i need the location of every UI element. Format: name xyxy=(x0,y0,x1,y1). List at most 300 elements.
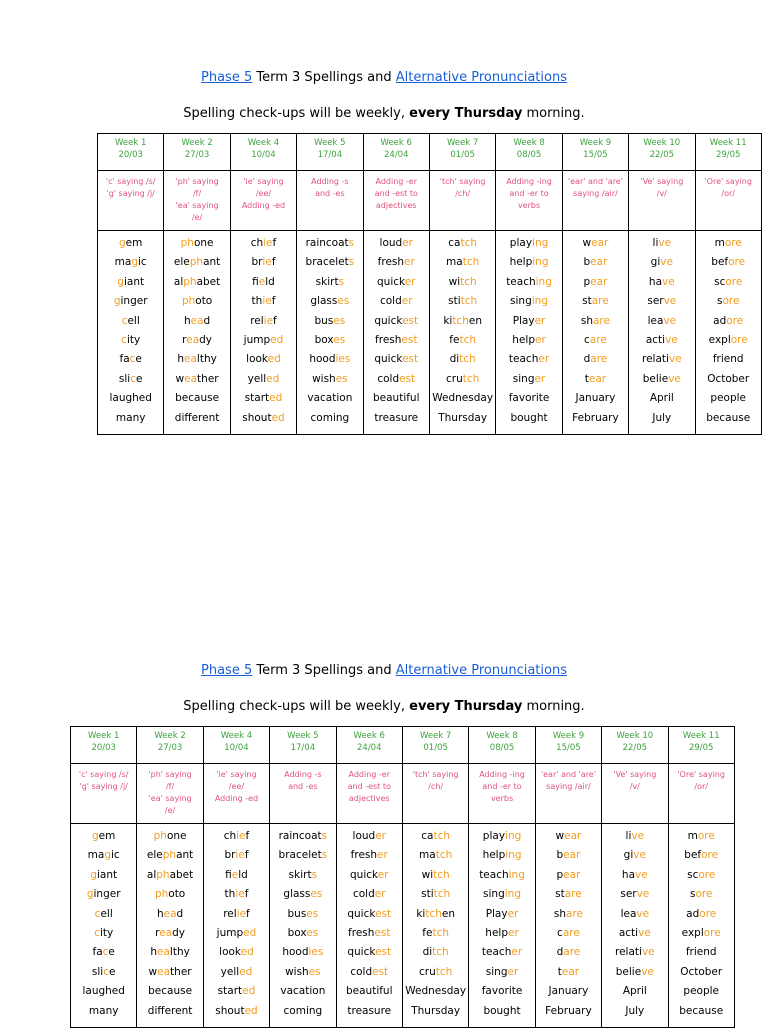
word-pattern: g xyxy=(131,256,139,269)
word-part: f xyxy=(271,295,276,308)
week-date: 01/05 xyxy=(450,150,475,160)
week-label: Week 1 xyxy=(87,731,120,741)
spelling-word xyxy=(98,234,163,253)
spelling-word xyxy=(696,234,761,253)
word-part: f xyxy=(272,237,277,249)
word-part: lea xyxy=(620,907,637,920)
word-part: skirt xyxy=(315,275,339,288)
word-part: cru xyxy=(446,372,463,385)
spelling-word xyxy=(629,350,694,369)
spelling-word xyxy=(602,963,667,982)
spelling-word xyxy=(204,1002,269,1021)
word-pattern: ve xyxy=(663,314,677,327)
word-part: October xyxy=(707,372,750,385)
word-pattern: ea xyxy=(190,314,204,327)
word-part: teach xyxy=(481,946,512,959)
word-part: bought xyxy=(483,1004,521,1017)
word-pattern: est xyxy=(374,927,391,940)
schedule-text-before: Spelling check-ups will be weekly, xyxy=(183,106,405,121)
word-pattern: ore xyxy=(722,295,740,308)
spelling-word xyxy=(337,885,402,904)
word-part: sing xyxy=(510,295,532,308)
phase-link[interactable]: Phase 5 xyxy=(201,70,253,85)
word-pattern: ed xyxy=(267,353,281,366)
spelling-word xyxy=(337,924,402,943)
spelling-word xyxy=(469,963,534,982)
word-part: sti xyxy=(421,888,434,901)
spelling-word xyxy=(536,963,601,982)
word-part: shout xyxy=(215,1004,245,1017)
week-header-cell xyxy=(363,134,429,171)
week-header-cell xyxy=(203,727,269,764)
rule-line: 'c' saying /s/ xyxy=(78,770,129,779)
word-list-cell xyxy=(695,231,761,435)
rule-row xyxy=(71,764,735,824)
spelling-word xyxy=(364,273,429,292)
word-pattern: ies xyxy=(308,946,324,959)
spelling-rule-cell xyxy=(137,764,203,824)
word-part: April xyxy=(649,392,674,405)
word-part: quick xyxy=(347,946,376,959)
word-part: acti xyxy=(618,927,639,940)
week-header-cell xyxy=(270,727,336,764)
rule-line: /f/ xyxy=(192,189,202,198)
spelling-word xyxy=(536,1002,601,1021)
word-part: en xyxy=(468,314,482,327)
spelling-word xyxy=(403,924,468,943)
spelling-word xyxy=(98,331,163,350)
spelling-rule-cell xyxy=(71,764,137,824)
word-part: Thursday xyxy=(411,1004,461,1017)
week-header-cell xyxy=(297,134,363,171)
rule-line: 'c' saying /s/ xyxy=(105,177,156,186)
word-part: p xyxy=(556,868,564,881)
word-part: favorite xyxy=(508,392,550,405)
word-part: iant xyxy=(123,275,145,288)
word-part: laughed xyxy=(109,392,152,405)
word-pattern: ea xyxy=(186,334,200,347)
week-header-cell xyxy=(668,727,734,764)
spelling-word xyxy=(98,312,163,331)
word-part: bracelet xyxy=(278,849,322,862)
word-pattern: ed xyxy=(240,946,254,959)
week-header-cell xyxy=(137,727,203,764)
word-pattern: er xyxy=(534,372,546,385)
spelling-word xyxy=(403,866,468,885)
word-part: belie xyxy=(642,372,669,385)
spelling-word xyxy=(669,1002,734,1021)
week-label: Week 8 xyxy=(513,138,545,148)
spelling-word xyxy=(204,846,269,865)
word-pattern: s xyxy=(348,237,355,249)
spelling-rule-cell xyxy=(429,171,495,231)
spelling-word xyxy=(164,253,229,272)
spelling-word xyxy=(430,350,495,369)
spelling-word xyxy=(204,827,269,846)
word-list-cell xyxy=(230,231,296,435)
word-pattern: ph xyxy=(154,888,169,901)
spelling-word xyxy=(270,943,335,962)
rule-line: Adding -ed xyxy=(241,201,286,210)
spelling-word xyxy=(696,292,761,311)
spelling-word xyxy=(602,924,667,943)
word-part: sc xyxy=(687,868,699,881)
word-pattern: ore xyxy=(703,927,721,940)
word-pattern: ing xyxy=(535,275,552,288)
spelling-word xyxy=(337,827,402,846)
word-part: expl xyxy=(708,334,731,347)
word-part: January xyxy=(548,985,589,998)
word-part: w xyxy=(582,237,592,249)
spelling-word xyxy=(71,924,136,943)
word-part: fe xyxy=(449,334,460,347)
word-part: ma xyxy=(87,849,105,862)
word-pattern: er xyxy=(377,868,389,881)
spelling-word xyxy=(563,253,628,272)
word-pattern: g xyxy=(119,237,126,249)
word-list-cell xyxy=(469,824,535,1028)
word-part: ell xyxy=(100,907,113,920)
word-part: e xyxy=(136,372,143,385)
word-part: January xyxy=(575,392,616,405)
word-pattern: tch xyxy=(452,314,469,327)
word-pattern: er xyxy=(535,334,546,347)
word-part: February xyxy=(545,1004,592,1017)
word-part: cold xyxy=(350,965,373,978)
word-pattern: ed xyxy=(243,927,257,940)
word-part: b xyxy=(556,849,564,862)
spelling-word xyxy=(71,905,136,924)
word-part: st xyxy=(582,295,592,308)
word-pattern: ore xyxy=(726,314,744,327)
word-pattern: ore xyxy=(725,275,743,288)
spelling-rule-cell xyxy=(402,764,468,824)
week-date: 01/05 xyxy=(423,743,448,753)
spelling-word xyxy=(403,846,468,865)
word-pattern: ve xyxy=(638,927,651,940)
word-pattern: ie xyxy=(236,907,247,920)
word-part: yell xyxy=(247,372,267,385)
word-pattern: ea xyxy=(157,946,170,959)
rule-line: /or/ xyxy=(694,782,708,791)
spelling-word xyxy=(696,389,761,408)
word-pattern: es xyxy=(308,965,321,978)
week-date: 22/05 xyxy=(622,743,648,753)
word-part: sli xyxy=(91,965,104,978)
spelling-word xyxy=(669,943,734,962)
word-part: bus xyxy=(287,907,307,920)
spelling-word xyxy=(496,350,561,369)
word-pattern: es xyxy=(335,372,348,385)
schedule-note xyxy=(0,699,768,714)
word-part: February xyxy=(572,411,619,424)
week-date: 29/05 xyxy=(688,743,714,753)
word-pattern: ie xyxy=(236,830,246,842)
word-pattern: est xyxy=(402,353,419,366)
word-list-cell xyxy=(668,824,734,1028)
spelling-word xyxy=(496,234,561,253)
word-part: lthy xyxy=(169,946,190,959)
rule-line: Adding -ed xyxy=(214,794,259,803)
word-part: f xyxy=(225,868,232,881)
word-part: Wednesday xyxy=(432,392,494,405)
spelling-word xyxy=(164,389,229,408)
word-part: ad xyxy=(686,907,700,920)
spelling-word xyxy=(98,350,163,369)
spelling-word xyxy=(297,273,362,292)
word-part: ld xyxy=(265,275,275,288)
spelling-word xyxy=(696,273,761,292)
word-part: ki xyxy=(416,907,426,920)
word-part: bracelet xyxy=(305,256,349,269)
word-pattern: c xyxy=(130,372,136,385)
word-pattern: est xyxy=(375,907,392,920)
word-pattern: ve xyxy=(641,965,654,978)
week-header-row xyxy=(71,727,735,764)
word-part: play xyxy=(509,237,533,249)
word-part: ca xyxy=(448,237,461,249)
word-part: p xyxy=(583,275,591,288)
rule-line: 'tch' saying xyxy=(439,177,486,186)
spelling-rule-cell xyxy=(164,171,230,231)
word-part: many xyxy=(88,1004,119,1017)
word-list-cell xyxy=(71,824,137,1028)
spelling-word xyxy=(231,389,296,408)
spelling-word xyxy=(71,963,136,982)
rule-line: 'Ve' saying xyxy=(613,770,657,779)
week-date: 15/05 xyxy=(583,150,608,160)
spelling-word xyxy=(469,924,534,943)
rule-line: adjectives xyxy=(348,794,390,803)
word-part: ma xyxy=(114,256,132,269)
word-part: look xyxy=(246,353,268,366)
word-part: dy xyxy=(172,927,186,940)
spelling-word xyxy=(696,370,761,389)
spelling-word xyxy=(337,866,402,885)
spelling-word xyxy=(496,312,561,331)
word-part: ant xyxy=(203,256,221,269)
word-part: ic xyxy=(138,256,147,269)
rule-line: Adding -ing xyxy=(479,770,525,779)
week-date: 15/05 xyxy=(556,743,581,753)
week-date: 08/05 xyxy=(516,150,542,160)
week-header-cell xyxy=(602,727,668,764)
spelling-table xyxy=(97,133,762,435)
word-pattern: tch xyxy=(460,295,478,308)
word-list-cell xyxy=(363,231,429,435)
spelling-word xyxy=(403,963,468,982)
word-part: laughed xyxy=(82,985,125,998)
word-pattern: tch xyxy=(432,946,449,959)
rule-row xyxy=(98,171,762,231)
word-part: sh xyxy=(553,907,566,920)
word-pattern: est xyxy=(375,946,392,959)
week-label: Week 2 xyxy=(154,731,186,741)
word-list-cell xyxy=(629,231,695,435)
word-pattern: est xyxy=(402,314,419,327)
spelling-word xyxy=(164,370,229,389)
word-pattern: ing xyxy=(505,830,522,842)
word-part: July xyxy=(652,411,672,424)
spelling-rule-cell xyxy=(297,171,363,231)
word-part: w xyxy=(555,830,565,842)
spelling-word xyxy=(496,389,561,408)
spelling-word xyxy=(403,982,468,1001)
word-pattern: ing xyxy=(508,868,525,881)
word-part: ma xyxy=(446,256,463,269)
word-pattern: ve xyxy=(633,849,646,862)
spelling-word xyxy=(231,312,296,331)
word-part: vacation xyxy=(307,392,353,405)
rule-line: /ch/ xyxy=(455,189,471,198)
word-part: em xyxy=(98,830,116,842)
word-part: f xyxy=(244,888,249,901)
word-part: br xyxy=(224,849,236,862)
word-pattern: are xyxy=(564,888,582,901)
spelling-word xyxy=(430,389,495,408)
word-part: d xyxy=(203,314,211,327)
spelling-word xyxy=(137,827,202,846)
word-pattern: ve xyxy=(662,275,675,288)
title-text: Term 3 Spellings and xyxy=(256,70,392,85)
week-label: Week 7 xyxy=(446,138,479,148)
word-part: d xyxy=(583,353,591,366)
rule-line: /or/ xyxy=(721,189,735,198)
rule-line: /e/ xyxy=(164,806,176,815)
word-pattern: ea xyxy=(163,907,177,920)
rule-line: and -es xyxy=(315,189,345,198)
spelling-rule-cell xyxy=(668,764,734,824)
word-pattern: ve xyxy=(668,372,681,385)
week-date: 22/05 xyxy=(649,150,675,160)
week-label: Week 6 xyxy=(380,138,412,148)
word-part: acti xyxy=(645,334,666,347)
word-part: July xyxy=(625,1004,645,1017)
word-pattern: er xyxy=(508,927,519,940)
spelling-word xyxy=(270,924,335,943)
word-part: sli xyxy=(118,372,131,385)
word-pattern: ve xyxy=(660,256,673,269)
spelling-word xyxy=(563,350,628,369)
spelling-word xyxy=(297,234,362,253)
spelling-word xyxy=(669,827,734,846)
spelling-word xyxy=(204,866,269,885)
spelling-word xyxy=(231,292,296,311)
word-pattern: c xyxy=(129,353,136,366)
spelling-word xyxy=(696,350,761,369)
spelling-word xyxy=(629,312,694,331)
rule-line: and -est to xyxy=(347,782,391,791)
word-pattern: c xyxy=(94,907,101,920)
word-pattern: ed xyxy=(239,965,253,978)
word-part: sh xyxy=(580,314,593,327)
word-pattern: ie xyxy=(235,888,245,901)
word-part: ld xyxy=(238,868,248,881)
word-part: coming xyxy=(283,1004,323,1017)
word-part: loud xyxy=(352,830,376,842)
word-part: because xyxy=(148,985,193,998)
spelling-word xyxy=(403,827,468,846)
word-part: bef xyxy=(684,849,702,862)
spelling-word xyxy=(469,866,534,885)
spelling-word xyxy=(137,982,202,1001)
word-part: one xyxy=(166,830,187,842)
spelling-word xyxy=(602,943,667,962)
spelling-word xyxy=(337,846,402,865)
word-pattern: g xyxy=(90,868,97,881)
word-part: cold xyxy=(377,372,400,385)
spelling-rule-cell xyxy=(270,764,336,824)
spelling-word xyxy=(496,409,561,428)
word-part: teach xyxy=(506,275,536,288)
spelling-word xyxy=(364,253,429,272)
week-header-cell xyxy=(164,134,230,171)
word-part: fresh xyxy=(350,849,378,862)
rule-line: verbs xyxy=(490,794,514,803)
word-part: bus xyxy=(314,314,334,327)
spelling-word xyxy=(403,885,468,904)
word-part: e xyxy=(109,965,116,978)
word-pattern: ph xyxy=(181,295,196,308)
word-part: f xyxy=(273,314,277,327)
spelling-word xyxy=(563,331,628,350)
word-part: c xyxy=(584,334,590,347)
week-label: Week 7 xyxy=(419,731,452,741)
word-pattern: ing xyxy=(532,256,549,269)
word-part: Play xyxy=(512,314,535,327)
spelling-word xyxy=(364,389,429,408)
word-pattern: ie xyxy=(263,237,273,249)
rule-line: 'Ve' saying xyxy=(640,177,684,186)
word-pattern: are xyxy=(566,907,583,920)
word-pattern: tch xyxy=(432,927,449,940)
word-pattern: tch xyxy=(459,353,476,366)
word-pattern: ed xyxy=(271,411,285,424)
week-label: Week 9 xyxy=(579,138,612,148)
word-pattern: c xyxy=(103,965,109,978)
spelling-word xyxy=(71,943,136,962)
spelling-word xyxy=(563,312,628,331)
spelling-word xyxy=(270,827,335,846)
spelling-word xyxy=(137,924,202,943)
week-label: Week 8 xyxy=(486,731,518,741)
word-pattern: er xyxy=(374,888,386,901)
word-part: bought xyxy=(510,411,548,424)
word-pattern: ve xyxy=(668,353,682,366)
spelling-rule-cell xyxy=(629,171,695,231)
word-pattern: ed xyxy=(242,985,256,998)
phase-link[interactable]: Phase 5 xyxy=(201,663,253,678)
pronunciations-link[interactable]: Alternative Pronunciations xyxy=(395,663,567,678)
spelling-word xyxy=(137,846,202,865)
word-pattern: ear xyxy=(590,275,608,288)
word-pattern: s xyxy=(311,868,318,881)
word-pattern: ing xyxy=(505,849,522,862)
spelling-word xyxy=(231,234,296,253)
word-part: t xyxy=(557,965,562,978)
word-pattern: er xyxy=(375,830,386,842)
word-part: expl xyxy=(681,927,704,940)
word-pattern: g xyxy=(113,295,121,308)
pronunciations-link[interactable]: Alternative Pronunciations xyxy=(395,70,567,85)
word-pattern: tch xyxy=(433,868,450,881)
word-part: start xyxy=(217,985,243,998)
rule-line: /e/ xyxy=(191,213,203,222)
rule-line: 'ear' and 'are' xyxy=(540,770,596,779)
spelling-word xyxy=(98,409,163,428)
spelling-word xyxy=(204,885,269,904)
word-part: ser xyxy=(620,888,637,901)
